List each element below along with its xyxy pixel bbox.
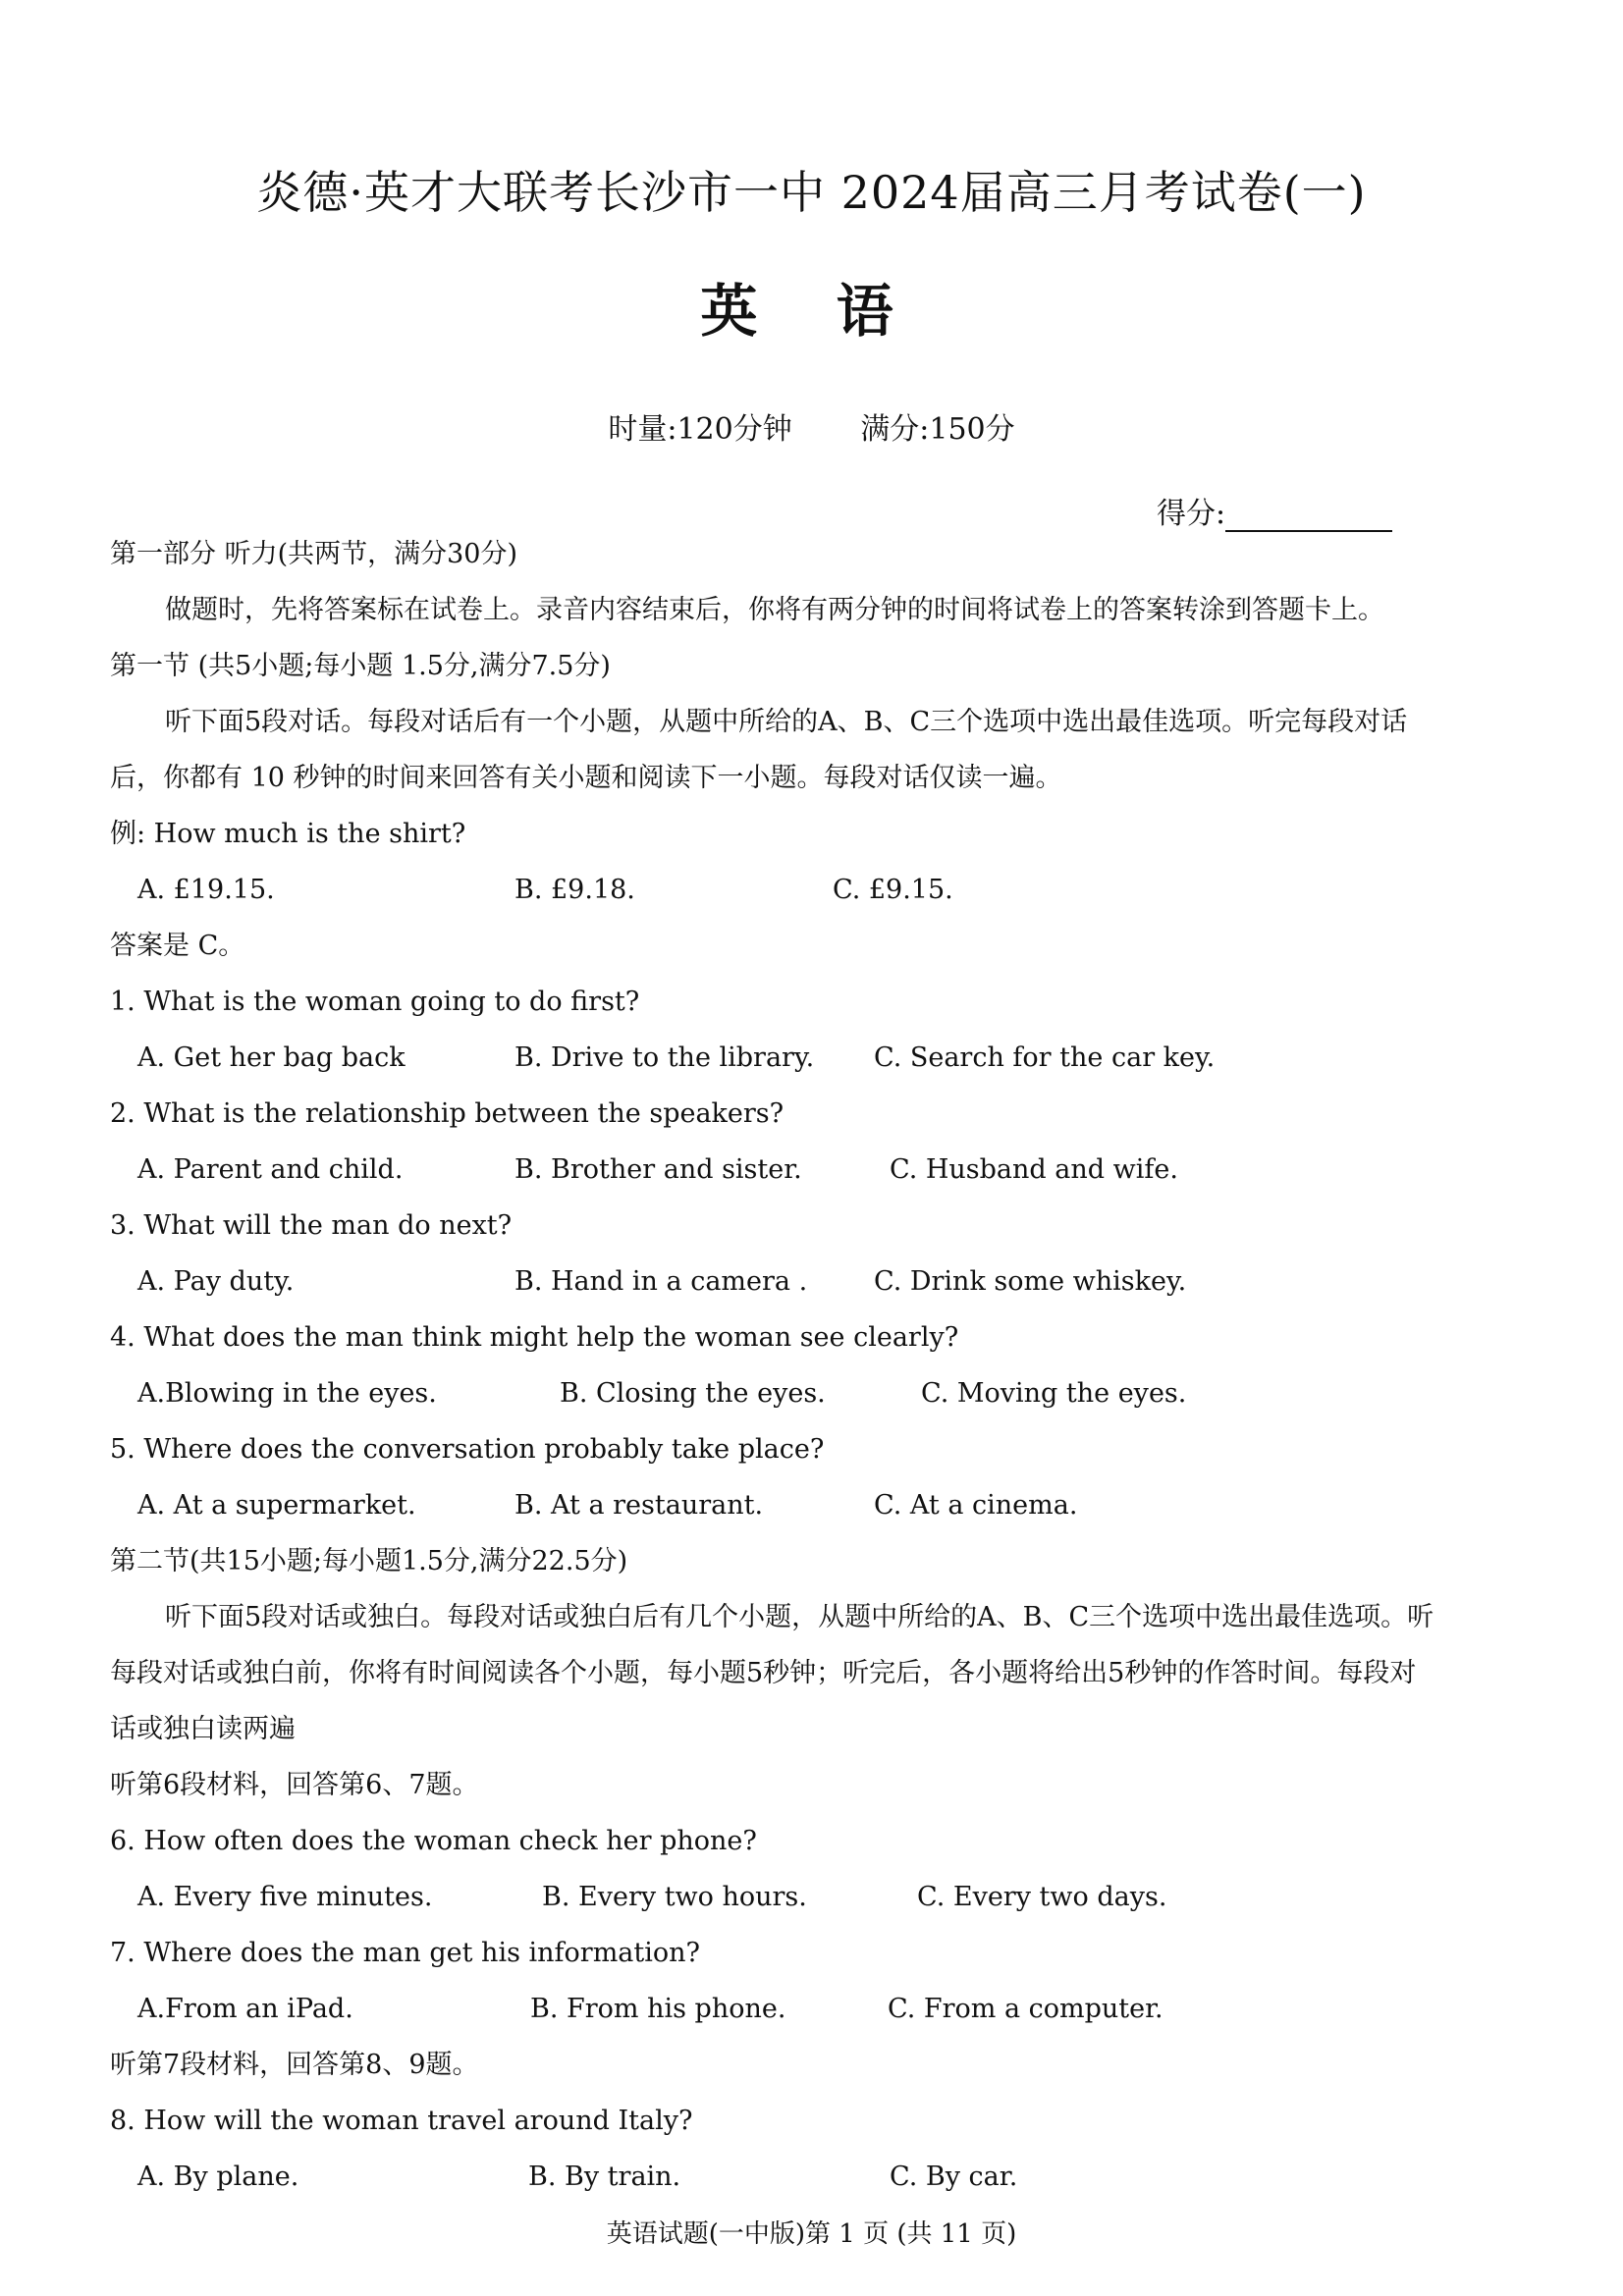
question-3-options bbox=[110, 1254, 1524, 1309]
question-2-options bbox=[110, 1142, 1524, 1198]
option-c: C. £9.15. bbox=[833, 875, 953, 905]
question-7: 7. Where does the man get his information? bbox=[110, 1938, 701, 1968]
exam-title: 炎德·英才大联考长沙市一中 2024届高三月考试卷(一) bbox=[256, 166, 1367, 219]
section2-instruction-2: 每段对话或独白前，你将有时间阅读各个小题，每小题5秒钟；听完后，各小题将给出5秒钟的作答时间。每段对 bbox=[110, 1658, 1417, 1688]
option-c: C. By car. bbox=[890, 2162, 1018, 2192]
option-a: A. £19.15. bbox=[137, 875, 275, 905]
question-6: 6. How often does the woman check her phone? bbox=[110, 1826, 757, 1856]
example-options bbox=[110, 862, 1524, 918]
option-a: A. At a supermarket. bbox=[137, 1490, 416, 1521]
exam-content bbox=[110, 526, 1524, 2205]
section1-instruction-2: 后，你都有 10 秒钟的时间来回答有关小题和阅读下一小题。每段对话仅读一遍。 bbox=[110, 763, 1062, 793]
option-b: B. Hand in a camera . bbox=[514, 1266, 808, 1297]
option-a: A.Blowing in the eyes. bbox=[137, 1378, 437, 1409]
question-4: 4. What does the man think might help the woman see clearly? bbox=[110, 1322, 959, 1353]
question-7-options bbox=[110, 1981, 1524, 2037]
option-c: C. Search for the car key. bbox=[874, 1042, 1216, 1073]
option-a: A. Get her bag back bbox=[137, 1042, 406, 1073]
exam-meta bbox=[0, 404, 1623, 448]
page-footer: 英语试题(一中版)第 1 页 (共 11 页) bbox=[606, 2219, 1017, 2249]
option-c: C. Every two days. bbox=[917, 1882, 1167, 1912]
question-3: 3. What will the man do next? bbox=[110, 1210, 513, 1241]
option-b: B. Closing the eyes. bbox=[560, 1378, 826, 1409]
option-b: B. £9.18. bbox=[514, 875, 635, 905]
option-a: A. By plane. bbox=[137, 2162, 299, 2192]
question-5-options bbox=[110, 1477, 1524, 1533]
part1-heading: 第一部分 听力(共两节，满分30分) bbox=[110, 539, 518, 569]
option-a: A. Parent and child. bbox=[137, 1154, 404, 1185]
example-question: 例: How much is the shirt? bbox=[110, 819, 466, 849]
section2-heading: 第二节(共15小题;每小题1.5分,满分22.5分) bbox=[110, 1546, 628, 1576]
section2-instruction-1: 听下面5段对话或独白。每段对话或独白后有几个小题，从题中所给的A、B、C三个选项中选出最佳选项。听 bbox=[165, 1602, 1434, 1632]
question-8-options bbox=[110, 2149, 1524, 2205]
example-answer: 答案是 C。 bbox=[110, 931, 245, 961]
option-b: B. From his phone. bbox=[530, 1994, 786, 2024]
section2-instruction-3: 话或独白读两遍 bbox=[110, 1714, 296, 1744]
question-8: 8. How will the woman travel around Italy? bbox=[110, 2106, 693, 2136]
option-c: C. Drink some whiskey. bbox=[874, 1266, 1187, 1297]
option-c: C. Husband and wife. bbox=[890, 1154, 1178, 1185]
option-b: B. Drive to the library. bbox=[514, 1042, 815, 1073]
option-a: A. Every five minutes. bbox=[137, 1882, 433, 1912]
option-b: B. Every two hours. bbox=[542, 1882, 807, 1912]
section1-instruction-1: 听下面5段对话。每段对话后有一个小题，从题中所给的A、B、C三个选项中选出最佳选项。听完每段对话 bbox=[165, 707, 1408, 737]
section1-heading: 第一节 (共5小题;每小题 1.5分,满分7.5分) bbox=[110, 651, 611, 681]
question-6-options bbox=[110, 1869, 1524, 1925]
full-score: 满分:150分 bbox=[860, 412, 1015, 447]
option-b: B. By train. bbox=[528, 2162, 681, 2192]
option-c: C. From a computer. bbox=[888, 1994, 1163, 2024]
subject-title: 英 语 bbox=[700, 278, 923, 345]
material-6-heading: 听第6段材料，回答第6、7题。 bbox=[110, 1770, 479, 1800]
question-1-options bbox=[110, 1030, 1524, 1086]
option-b: B. Brother and sister. bbox=[514, 1154, 802, 1185]
question-5: 5. Where does the conversation probably take place? bbox=[110, 1434, 825, 1465]
question-4-options bbox=[110, 1365, 1524, 1421]
option-a: A.From an iPad. bbox=[137, 1994, 353, 2024]
option-b: B. At a restaurant. bbox=[514, 1490, 764, 1521]
option-c: C. Moving the eyes. bbox=[921, 1378, 1187, 1409]
time-limit: 时量:120分钟 bbox=[608, 412, 792, 447]
option-a: A. Pay duty. bbox=[137, 1266, 295, 1297]
option-c: C. At a cinema. bbox=[874, 1490, 1078, 1521]
material-7-heading: 听第7段材料，回答第8、9题。 bbox=[110, 2050, 479, 2080]
question-1: 1. What is the woman going to do first? bbox=[110, 987, 640, 1017]
part1-instruction: 做题时，先将答案标在试卷上。录音内容结束后，你将有两分钟的时间将试卷上的答案转涂到答题卡上。 bbox=[165, 595, 1384, 625]
score-label: 得分: bbox=[1157, 497, 1226, 531]
question-2: 2. What is the relationship between the speakers? bbox=[110, 1098, 784, 1129]
